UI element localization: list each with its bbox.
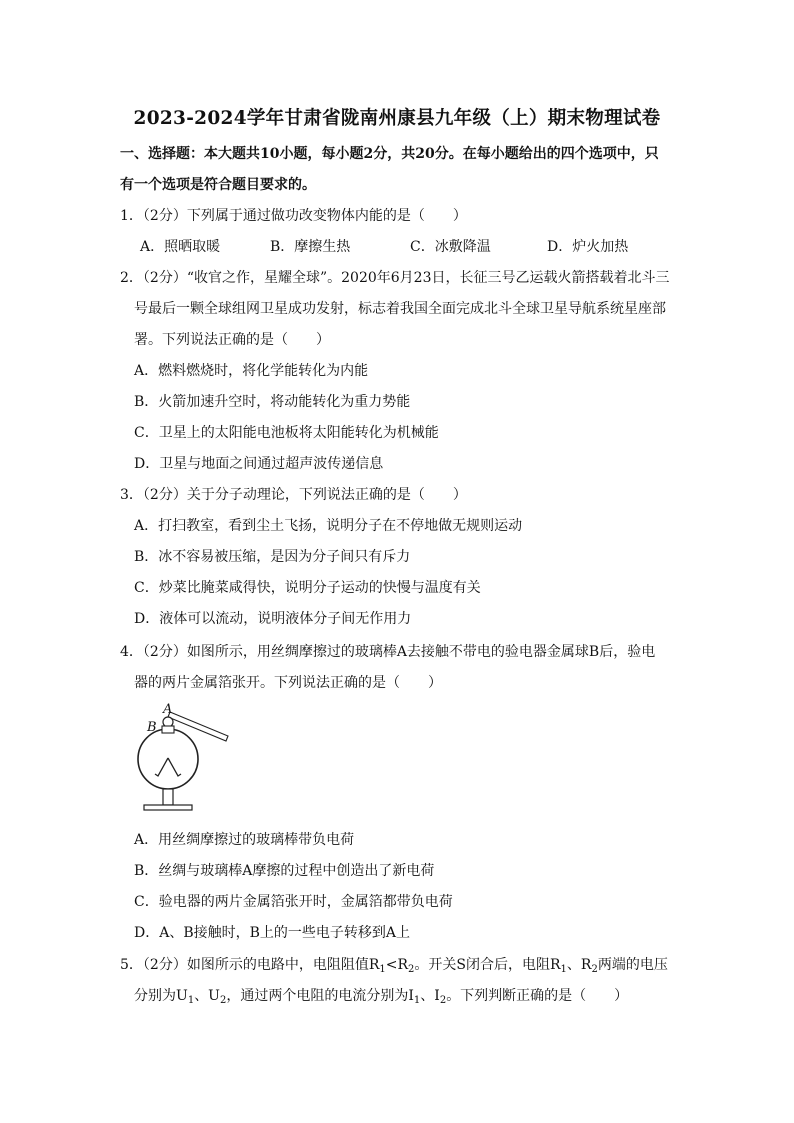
electroscope-drawing bbox=[128, 700, 240, 822]
stand-base bbox=[144, 805, 192, 810]
question-4-stem-line-1: 4．（2分）如图所示，用丝绸摩擦过的玻璃棒A去接触不带电的验电器金属球B后，验电 bbox=[120, 644, 656, 660]
question-1-options bbox=[0, 237, 794, 257]
question-1-stem: 1．（2分）下列属于通过做功改变物体内能的是（ ） bbox=[120, 208, 467, 224]
question-5-stem-line-1: 5．（2分）如图所示的电路中，电阻阻值$R_1<R_2$。开关S闭合后，电阻$R_1$、$R_2$两端的电压 bbox=[120, 957, 668, 975]
question-2-option-c: C．卫星上的太阳能电池板将太阳能转化为机械能 bbox=[134, 425, 439, 441]
jar-stopper bbox=[162, 726, 174, 733]
question-1-option-c: C．冰敷降温 bbox=[410, 239, 491, 255]
stand-post bbox=[163, 789, 173, 805]
question-3-option-a: A．打扫教室，看到尘土飞扬，说明分子在不停地做无规则运动 bbox=[134, 518, 523, 534]
question-1-option-b: B．摩擦生热 bbox=[270, 239, 351, 255]
question-5-stem-line-2: 分别为$U_1$、$U_2$，通过两个电阻的电流分别为$I_1$、$I_2$。下列判断正确的是（ ） bbox=[134, 988, 629, 1006]
section-heading-line-2: 有一个选项是符合题目要求的。 bbox=[120, 177, 316, 193]
question-2-option-b: B．火箭加速升空时，将动能转化为重力势能 bbox=[134, 394, 411, 410]
question-4-stem-line-2: 器的两片金属箔张开。下列说法正确的是（ ） bbox=[134, 675, 442, 691]
question-2-stem-line-3: 署。下列说法正确的是（ ） bbox=[134, 332, 330, 348]
question-4-option-d: D．A、B接触时，B上的一些电子转移到A上 bbox=[134, 925, 411, 941]
question-1-option-d: D．炉火加热 bbox=[547, 239, 629, 255]
section-heading-line-1: 一、选择题：本大题共10小题，每小题2分，共20分。在每小题给出的四个选项中，只 bbox=[120, 146, 659, 162]
question-3-option-c: C．炒菜比腌菜咸得快，说明分子运动的快慢与温度有关 bbox=[134, 580, 481, 596]
question-4-option-a: A．用丝绸摩擦过的玻璃棒带负电荷 bbox=[134, 832, 355, 848]
question-4-option-c: C．验电器的两片金属箔张开时，金属箔都带负电荷 bbox=[134, 894, 453, 910]
question-3-option-d: D．液体可以流动，说明液体分子间无作用力 bbox=[134, 611, 412, 627]
question-2-stem-line-1: 2．（2分）“收官之作，星耀全球”。2020年6月23日，长征三号乙运载火箭搭载着北斗三 bbox=[120, 270, 670, 286]
figure-label-b: B bbox=[147, 720, 157, 735]
question-3-stem: 3．（2分）关于分子动理论，下列说法正确的是（ ） bbox=[120, 487, 467, 503]
page-title: 2023-2024学年甘肃省陇南州康县九年级（上）期末物理试卷 bbox=[133, 108, 661, 129]
question-1-option-a: A．照晒取暖 bbox=[140, 239, 221, 255]
question-2-stem-line-2: 号最后一颗全球组网卫星成功发射，标志着我国全面完成北斗全球卫星导航系统星座部 bbox=[134, 301, 666, 317]
question-2-option-d: D．卫星与地面之间通过超声波传递信息 bbox=[134, 456, 384, 472]
electroscope-figure bbox=[128, 700, 240, 822]
figure-label-a: A bbox=[163, 702, 173, 717]
question-2-option-a: A．燃料燃烧时，将化学能转化为内能 bbox=[134, 363, 369, 379]
question-4-option-b: B．丝绸与玻璃棒A摩擦的过程中创造出了新电荷 bbox=[134, 863, 435, 879]
question-3-option-b: B．冰不容易被压缩，是因为分子间只有斥力 bbox=[134, 549, 411, 565]
